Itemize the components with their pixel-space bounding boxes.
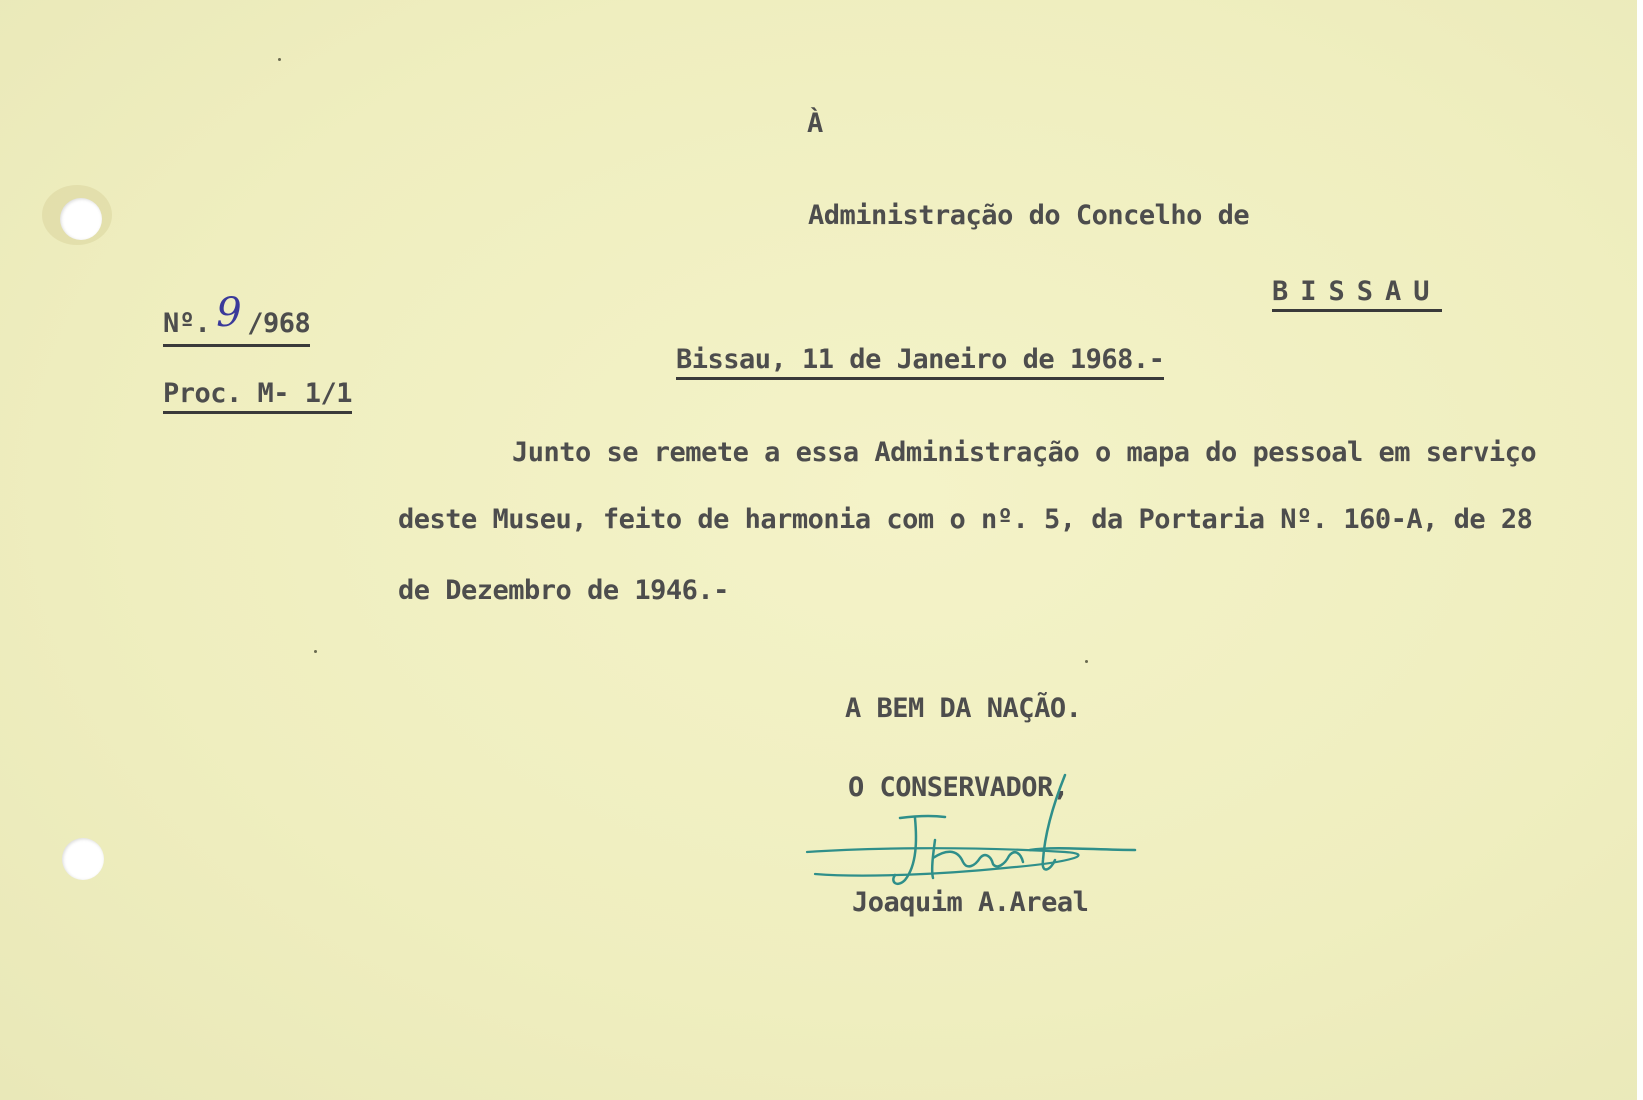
paper-edge [1637, 0, 1643, 1100]
reference-number-handwritten: 9 [216, 290, 242, 336]
punch-hole-top [60, 198, 102, 240]
body-line-1: Junto se remete a essa Administração o mapa do pessoal em serviço [512, 437, 1537, 468]
signature-graphic [805, 770, 1145, 900]
paper-speck [1085, 660, 1088, 663]
paper-speck [278, 58, 281, 61]
reference-number-prefix: Nº. [163, 308, 211, 339]
reference-number [163, 290, 311, 347]
closing-title: O CONSERVADOR, [848, 772, 1069, 803]
date-line: Bissau, 11 de Janeiro de 1968.- [676, 344, 1164, 380]
body-line-3: de Dezembro de 1946.- [398, 575, 729, 606]
closing-salutation: A BEM DA NAÇÃO. [845, 693, 1082, 724]
signatory-name: Joaquim A.Areal [852, 887, 1089, 918]
addressee-city: BISSAU [1272, 276, 1442, 312]
addressee-line: Administração do Concelho de [808, 200, 1250, 231]
paper-speck [314, 650, 317, 653]
addressee-to: À [807, 108, 823, 139]
process-reference: Proc. M- 1/1 [163, 378, 352, 414]
punch-hole-bottom [62, 838, 104, 880]
body-line-2: deste Museu, feito de harmonia com o nº. 5, da Portaria Nº. 160-A, de 28 [398, 504, 1533, 535]
reference-number-year: /968 [247, 308, 311, 339]
